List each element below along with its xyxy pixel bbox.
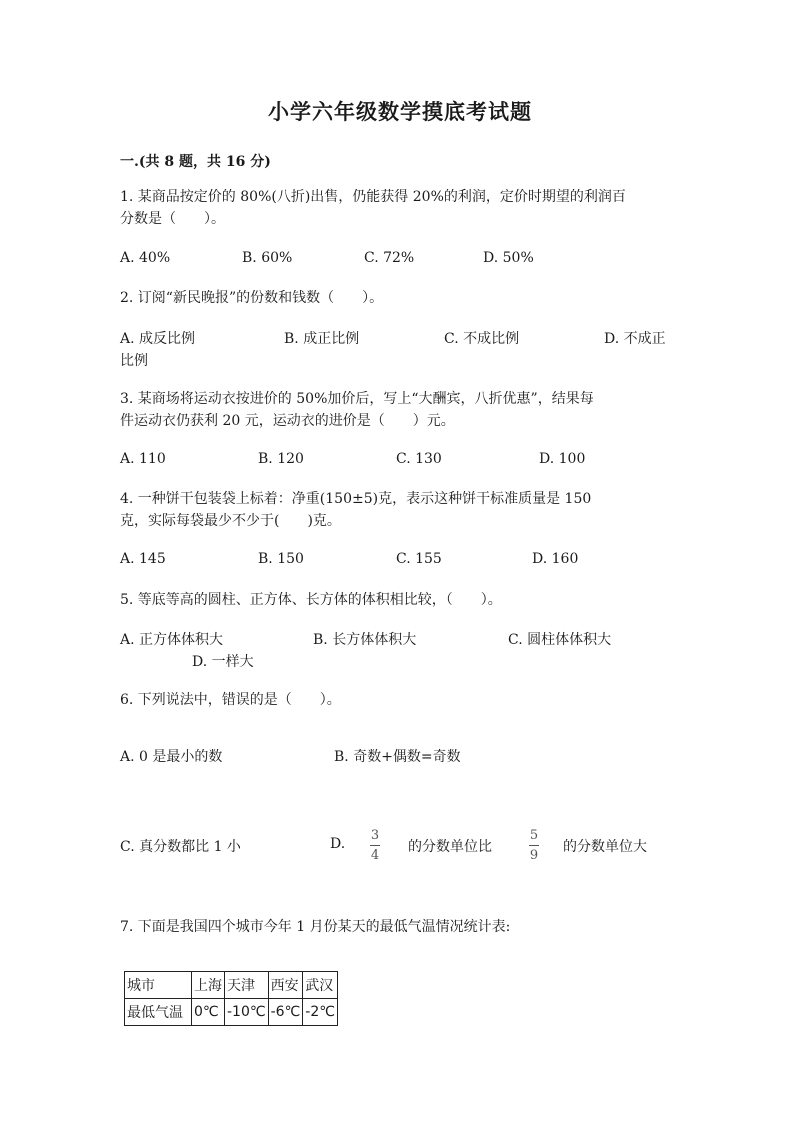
question-3-line-2: 件运动衣仍获利 20 元，运动衣的进价是（ ）元。 — [120, 413, 455, 429]
question-1-option-d[interactable]: D. 50% — [483, 250, 534, 266]
fraction-denominator: 4 — [370, 848, 380, 863]
table-cell: -10℃ — [225, 999, 269, 1026]
question-3-option-a[interactable]: A. 110 — [120, 451, 166, 467]
table-header-cell: 上海 — [192, 972, 225, 999]
question-6-option-b[interactable]: B. 奇数+偶数=奇数 — [334, 749, 461, 765]
question-1-option-a[interactable]: A. 40% — [120, 250, 171, 266]
question-4-line-1: 4. 一种饼干包装袋上标着：净重(150±5)克，表示这种饼干标准质量是 150 — [120, 491, 592, 507]
question-3-text — [120, 388, 594, 432]
question-4-option-a[interactable]: A. 145 — [120, 551, 166, 567]
question-2-option-d[interactable]: D. 不成正 — [604, 331, 666, 347]
question-6-option-d-middle: 的分数单位比 — [408, 839, 492, 855]
question-1-option-b[interactable]: B. 60% — [242, 250, 293, 266]
question-2-option-b[interactable]: B. 成正比例 — [284, 331, 360, 347]
fraction-numerator: 3 — [370, 828, 380, 843]
table-header-cell: 城市 — [125, 972, 192, 999]
temperature-table — [124, 971, 338, 1026]
question-3-option-c[interactable]: C. 130 — [396, 451, 442, 467]
question-4-option-b[interactable]: B. 150 — [258, 551, 304, 567]
table-cell: 最低气温 — [125, 999, 192, 1026]
question-4-option-d[interactable]: D. 160 — [532, 551, 579, 567]
question-1-line-2: 分数是（ ）。 — [120, 211, 225, 227]
question-3-option-b[interactable]: B. 120 — [258, 451, 304, 467]
fraction-denominator: 9 — [529, 848, 539, 863]
fraction-bar — [370, 845, 380, 846]
question-1-option-c[interactable]: C. 72% — [364, 250, 415, 266]
question-6-option-c[interactable]: C. 真分数都比 1 小 — [120, 839, 241, 855]
table-header-cell: 西安 — [268, 972, 303, 999]
question-5-option-b[interactable]: B. 长方体体积大 — [313, 632, 417, 648]
question-5-option-a[interactable]: A. 正方体体积大 — [120, 632, 224, 648]
table-cell: -2℃ — [303, 999, 338, 1026]
table-header-row — [125, 972, 338, 999]
question-5-option-d[interactable]: D. 一样大 — [192, 654, 254, 670]
question-6-option-d-end: 的分数单位大 — [563, 839, 647, 855]
table-row — [125, 999, 338, 1026]
question-7-text: 7. 下面是我国四个城市今年 1 月份某天的最低气温情况统计表: — [120, 919, 511, 935]
question-5-option-c[interactable]: C. 圆柱体体积大 — [508, 632, 612, 648]
question-6-option-d[interactable]: D. — [330, 836, 346, 852]
question-1-line-1: 1. 某商品按定价的 80%(八折)出售，仍能获得 20%的利润，定价时期望的利润百 — [120, 189, 626, 205]
table-header-cell: 天津 — [225, 972, 269, 999]
fraction-bar — [529, 845, 539, 846]
table-header-cell: 武汉 — [303, 972, 338, 999]
page-title: 小学六年级数学摸底考试题 — [268, 99, 532, 124]
question-3-line-1: 3. 某商场将运动衣按进价的 50%加价后，写上“大酬宾，八折优惠”，结果每 — [120, 391, 594, 407]
fraction-five-ninths — [529, 829, 539, 862]
question-2-option-a[interactable]: A. 成反比例 — [120, 331, 196, 347]
question-2-option-c[interactable]: C. 不成比例 — [444, 331, 520, 347]
question-2-option-d-wrap: 比例 — [120, 353, 148, 369]
question-4-line-2: 克，实际每袋最少不少于( )克。 — [120, 513, 341, 529]
question-2-text: 2. 订阅“新民晚报”的份数和钱数（ ）。 — [120, 290, 384, 306]
fraction-three-quarters — [370, 829, 380, 862]
fraction-numerator: 5 — [529, 828, 539, 843]
question-3-option-d[interactable]: D. 100 — [539, 451, 586, 467]
question-1-text — [120, 186, 626, 230]
question-5-text: 5. 等底等高的圆柱、正方体、长方体的体积相比较，（ ）。 — [120, 592, 502, 608]
question-6-option-a[interactable]: A. 0 是最小的数 — [120, 749, 223, 765]
question-4-text — [120, 488, 591, 532]
question-6-text: 6. 下列说法中，错误的是（ ）。 — [120, 692, 341, 708]
table-cell: -6℃ — [268, 999, 303, 1026]
table-cell: 0℃ — [192, 999, 225, 1026]
question-4-option-c[interactable]: C. 155 — [396, 551, 442, 567]
section-heading: 一.(共 8 题，共 16 分) — [120, 154, 271, 170]
